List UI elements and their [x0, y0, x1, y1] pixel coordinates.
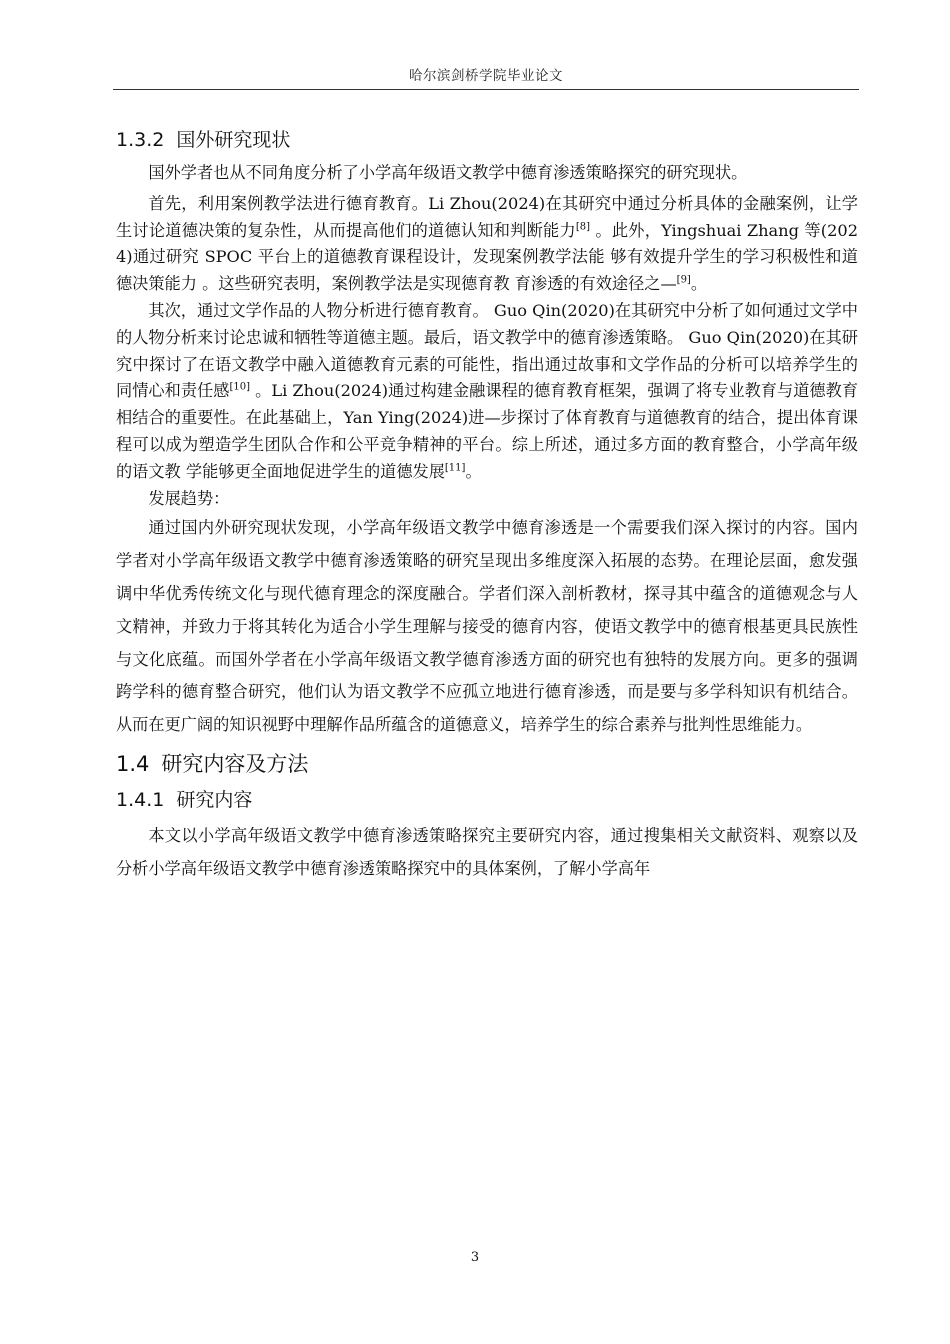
citation: [10]	[229, 381, 250, 393]
page-number: 3	[470, 1250, 480, 1265]
section-heading-1-4	[116, 746, 858, 782]
section-heading-1-3-2	[116, 124, 858, 156]
section-number: 1.4	[116, 751, 150, 776]
paragraph-trend: 通过国内外研究现状发现，小学高年级语文教学中德育渗透是一个需要我们深入探讨的内容。国内学者对小学高年级语文教学中德育渗透策略的研究呈现出多维度深入拓展的态势。在理论层面，愈发强调中华优秀传统文化与现代德育理念的深度融合。学者们深入剖析教材，探寻其中蕴含的道德观念与人文精神，并致力于将其转化为适合小学生理解与接受的德育内容，使语文教学中的德育根基更具民族性与文化底蕴。而国外学者在小学高年级语文教学德育渗透方面的研究也有独特的发展方向。更多的强调跨学科的德育整合研究，他们认为语文教学不应孤立地进行德育渗透，而是要与多学科知识有机结合。从而在更广阔的知识视野中理解作品所蕴含的道德意义，培养学生的综合素养与批判性思维能力。	[116, 518, 858, 735]
document-body	[116, 124, 858, 886]
paragraph-text: 其次，通过文学作品的人物分析进行德育教育。 Guo Qin(2020)在其研究中分析了如何通过文学中的人物分析来讨论忠诚和牺牲等道德主题。最后，语文教学中的德育渗透策略。 Guo Qin(2020)在其研究中探讨了在语文教学中融入道德教育元素的可能性，指出通过故事和文学作品的分析可以培养学生的同情心和责任感	[116, 300, 858, 401]
paragraph-case-teaching	[116, 191, 858, 298]
citation: [11]	[444, 462, 466, 474]
page-header: 哈尔滨剑桥学院毕业论文	[409, 68, 563, 84]
trend-label: 发展趋势：	[148, 488, 230, 508]
section-number: 1.4.1	[116, 788, 165, 811]
paragraph-end: 。	[690, 274, 708, 294]
paragraph-intro: 国外学者也从不同角度分析了小学高年级语文教学中德育渗透策略探究的研究现状。	[148, 163, 748, 182]
section-heading-1-4-1	[116, 784, 858, 816]
section-title: 国外研究现状	[176, 129, 291, 151]
citation: [8]	[575, 221, 591, 233]
paragraph-literary-analysis	[116, 298, 858, 486]
citation: [9]	[676, 274, 691, 286]
section-title: 研究内容及方法	[161, 751, 309, 776]
paragraph-text: 首先，利用案例教学法进行德育教育。Li Zhou(2024)在其研究中通过分析具体的金融案例，让学生讨论道德决策的复杂性，从而提高他们的道德认知和判断能力	[116, 193, 858, 240]
paragraph-research-content: 本文以小学高年级语文教学中德育渗透策略探究主要研究内容，通过搜集相关文献资料、观察以及分析小学高年级语文教学中德育渗透策略探究中的具体案例，了解小学高年	[116, 825, 858, 878]
section-number: 1.3.2	[116, 129, 165, 151]
paragraph-text: 。此外，Yingshuai Zhang 等(2024)通过研究 SPOC 平台上的道德教育课程设计，发现案例教学法能 够有效提升学生的学习积极性和道德决策能力 。这些研究表明，案例教学法是实现德育教 育渗透的有效途径之—	[116, 220, 858, 294]
paragraph-end: 。	[465, 461, 482, 481]
header-divider	[113, 89, 859, 90]
section-title: 研究内容	[176, 788, 253, 811]
paragraph-text: 。Li Zhou(2024)通过构建金融课程的德育教育框架，强调了将专业教育与道德教育相结合的重要性。在此基础上，Yan Ying(2024)进—步探讨了体育教育与道德教育的结合，提出体育课程可以成为塑造学生团队合作和公平竞争精神的平台。综上所述，通过多方面的教育整合，小学高年级的语文教 学能够更全面地促进学生的道德发展	[116, 381, 859, 481]
